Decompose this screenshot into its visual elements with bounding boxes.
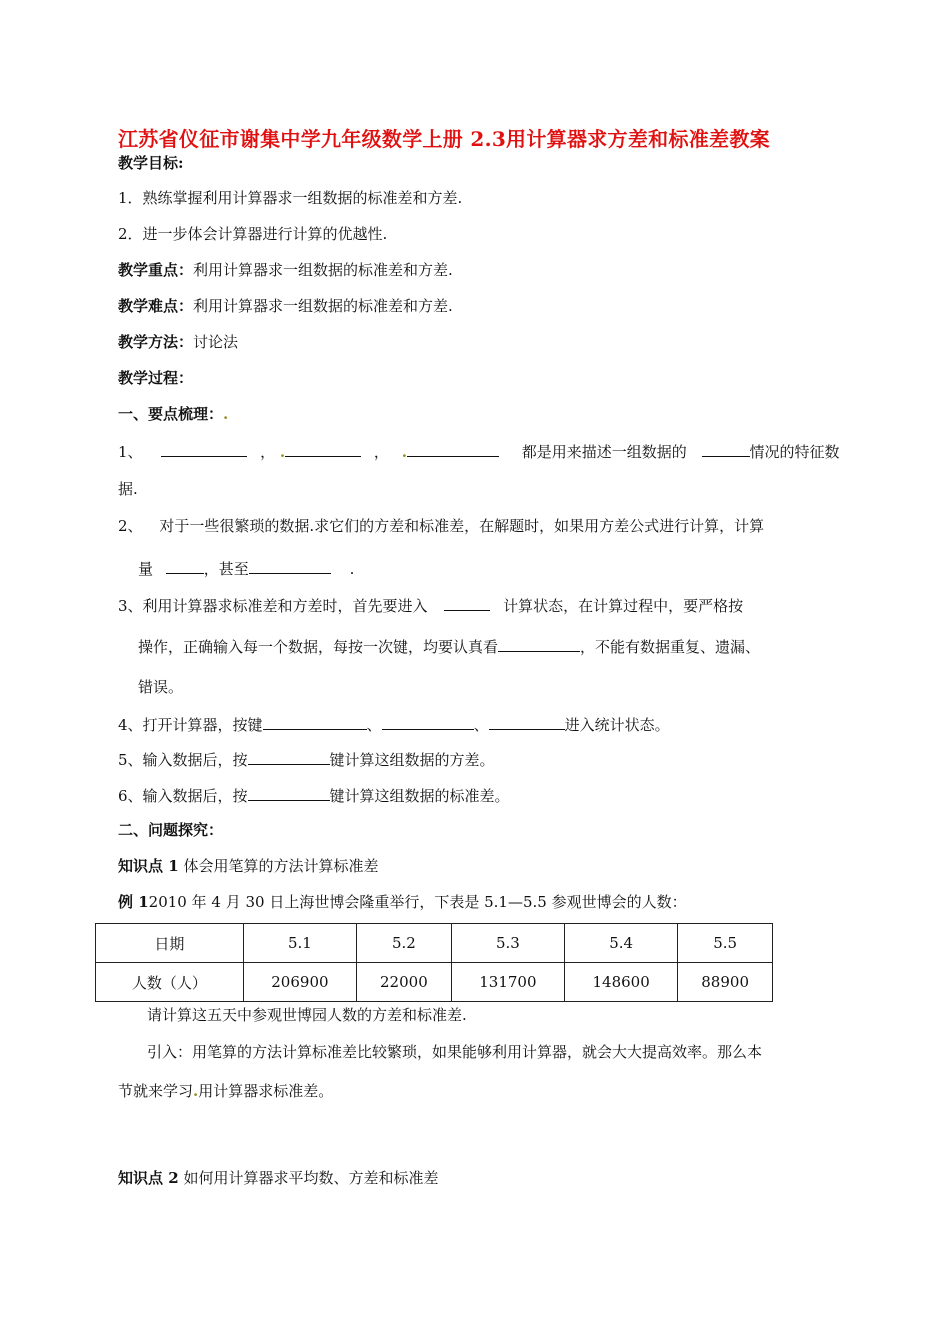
item-3-text-a: 利用计算器求标准差和方差时，首先要进入 <box>142 597 428 615</box>
item-3-blank-2[interactable] <box>498 635 580 652</box>
item-2-cont-c: . <box>349 560 355 578</box>
knowledge-point-1-text: 体会用笔算的方法计算标准差 <box>183 857 379 875</box>
knowledge-point-2-label: 知识点 2 <box>118 1169 179 1187</box>
difficulty-label: 教学难点： <box>118 297 194 315</box>
item-5 <box>118 748 495 770</box>
table-cell: 日期 <box>96 924 244 963</box>
item-1 <box>118 440 840 462</box>
table-cell: 5.5 <box>678 924 773 963</box>
item-1-blank-2[interactable] <box>285 440 361 457</box>
key-point-text: 利用计算器求一组数据的标准差和方差. <box>193 261 453 279</box>
section1-heading <box>118 404 228 424</box>
item-3-cont1-b: ，不能有数据重复、遗漏、 <box>580 638 761 656</box>
objective-2: 2．进一步体会计算器进行计算的优越性. <box>118 225 388 243</box>
difficulty-text: 利用计算器求一组数据的标准差和方差. <box>193 297 453 315</box>
knowledge-point-1-label: 知识点 1 <box>118 857 179 875</box>
key-point-label: 教学重点： <box>118 261 194 279</box>
item-2-cont-a: 量 <box>138 560 154 578</box>
decor-dot: . <box>223 405 229 423</box>
item-1-comma-1: ， <box>260 443 276 461</box>
table-cell: 5.4 <box>565 924 678 963</box>
process-heading: 教学过程： <box>118 369 194 387</box>
item-1-comma-2: ， <box>373 443 389 461</box>
table-cell: 88900 <box>678 963 773 1002</box>
table-cell: 22000 <box>357 963 452 1002</box>
knowledge-point-1 <box>118 856 378 876</box>
item-3-continuation-1 <box>138 635 760 657</box>
table-cell: 131700 <box>451 963 564 1002</box>
item-1-blank-4[interactable] <box>702 440 750 457</box>
item-5-text-a: 5、输入数据后，按 <box>118 751 248 769</box>
document-title: 江苏省仪征市谢集中学九年级数学上册 2.3用计算器求方差和标准差教案 <box>118 127 770 151</box>
table-cell: 148600 <box>565 963 678 1002</box>
item-4-blank-3[interactable] <box>489 713 565 730</box>
decor-dot: . <box>193 1082 199 1100</box>
difficulty <box>118 296 453 316</box>
item-1-text: 都是用来描述一组数据的 <box>521 443 687 461</box>
objectives-heading: 教学目标: <box>118 154 184 172</box>
knowledge-point-2 <box>118 1168 438 1188</box>
decor-dot: . <box>279 443 286 461</box>
item-5-blank[interactable] <box>248 748 330 765</box>
intro-line-2-a: 节就来学习 <box>118 1082 194 1100</box>
table-cell: 人数（人） <box>96 963 244 1002</box>
item-6-text-a: 6、输入数据后，按 <box>118 787 248 805</box>
item-3-blank-1[interactable] <box>444 594 490 611</box>
item-6-text-b: 键计算这组数据的标准差。 <box>329 787 510 805</box>
table-cell: 206900 <box>243 963 356 1002</box>
item-2-text: 对于一些很繁琐的数据.求它们的方差和标准差，在解题时，如果用方差公式进行计算，计算 <box>159 517 765 535</box>
item-6 <box>118 784 510 806</box>
section2-heading: 二、问题探究： <box>118 821 224 839</box>
question-text: 请计算这五天中参观世博园人数的方差和标准差. <box>147 1006 467 1024</box>
item-1-number: 1、 <box>118 443 143 461</box>
table-cell: 5.2 <box>357 924 452 963</box>
item-4-end: 进入统计状态。 <box>564 716 670 734</box>
item-4-separator-1: 、 <box>366 716 382 734</box>
item-2-cont-b: ，甚至 <box>203 560 249 578</box>
item-3-continuation-2: 错误。 <box>138 678 184 696</box>
item-4-separator-2: 、 <box>473 716 489 734</box>
table-cell: 5.3 <box>451 924 564 963</box>
knowledge-point-2-text: 如何用计算器求平均数、方差和标准差 <box>183 1169 439 1187</box>
item-4-blank-1[interactable] <box>263 713 367 730</box>
item-1-blank-3[interactable] <box>407 440 499 457</box>
key-point <box>118 260 453 280</box>
section1-heading-text: 一、要点梳理： <box>118 405 224 423</box>
intro-line-1: 引入：用笔算的方法计算标准差比较繁琐，如果能够利用计算器，就会大大提高效率。那么本 <box>147 1043 763 1061</box>
item-4-text-a: 4、打开计算器，按键 <box>118 716 263 734</box>
item-2-number: 2、 <box>118 517 143 535</box>
item-1-end: 情况的特征数 <box>749 443 840 461</box>
item-2 <box>118 516 764 536</box>
item-5-text-b: 键计算这组数据的方差。 <box>329 751 495 769</box>
method <box>118 332 238 352</box>
item-1-blank-1[interactable] <box>161 440 247 457</box>
item-3-text-b: 计算状态，在计算过程中，要严格按 <box>503 597 744 615</box>
item-6-blank[interactable] <box>248 784 330 801</box>
decor-dot: . <box>401 443 407 461</box>
item-3-number: 3、 <box>118 597 143 615</box>
item-3-cont1-a: 操作，正确输入每一个数据，每按一次键，均要认真看 <box>138 638 499 656</box>
item-4 <box>118 713 670 735</box>
item-2-blank-1[interactable] <box>166 557 204 574</box>
example-1-text: 2010 年 4 月 30 日上海世博会隆重举行，下表是 5.1—5.5 参观世博会的人数： <box>148 893 687 911</box>
method-label: 教学方法： <box>118 333 194 351</box>
method-text: 讨论法 <box>193 333 239 351</box>
item-4-blank-2[interactable] <box>382 713 474 730</box>
intro-line-2 <box>118 1081 333 1101</box>
example-1-label: 例 1 <box>118 893 149 911</box>
item-2-blank-2[interactable] <box>249 557 331 574</box>
item-3 <box>118 594 743 616</box>
table-row <box>96 963 773 1002</box>
example-1 <box>118 892 687 912</box>
item-1-continuation: 据. <box>118 480 138 498</box>
objective-1: 1．熟练掌握利用计算器求一组数据的标准差和方差. <box>118 189 463 207</box>
intro-line-2-b: 用计算器求标准差。 <box>198 1082 334 1100</box>
visitor-table <box>95 923 773 1002</box>
table-cell: 5.1 <box>243 924 356 963</box>
item-2-continuation <box>138 557 354 579</box>
table-row <box>96 924 773 963</box>
